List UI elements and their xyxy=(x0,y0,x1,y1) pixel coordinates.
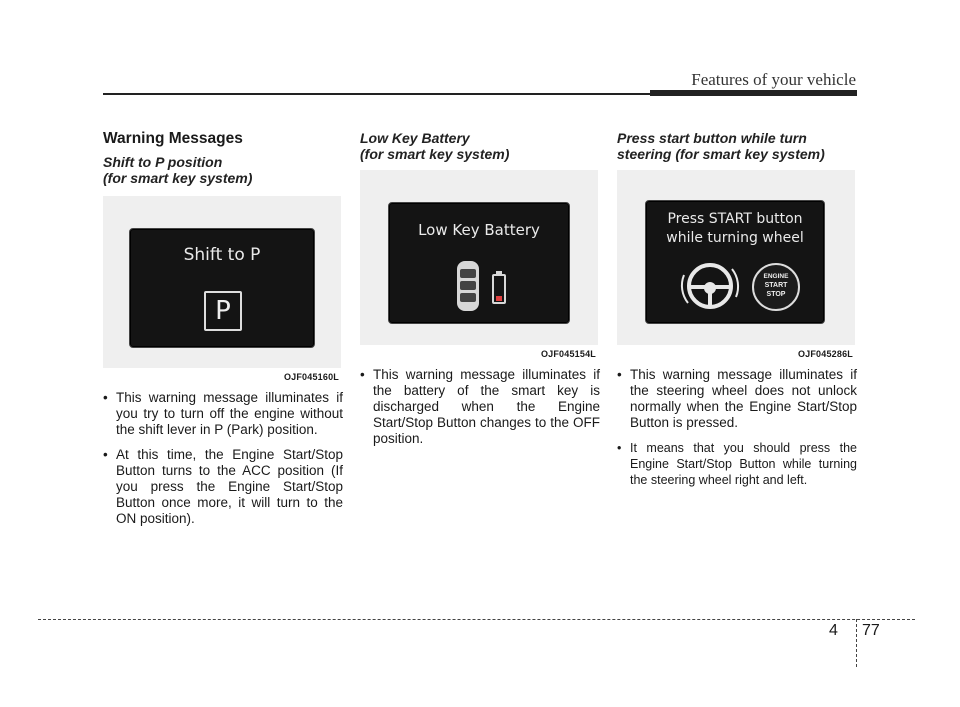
cluster-display xyxy=(129,228,315,348)
bullet-list xyxy=(617,367,857,488)
cluster-display xyxy=(388,202,570,324)
figure-press-start xyxy=(617,170,855,359)
display-message: Shift to P xyxy=(183,245,261,265)
chapter-number: 4 xyxy=(829,622,838,639)
list-item: • This warning message illuminates if the battery of the smart key is discharged when the Engine Start/Stop Button changes to the OFF position. xyxy=(360,367,600,447)
engine-label: ENGINE xyxy=(763,273,789,280)
gear-p-icon: P xyxy=(204,291,242,331)
column-press-start xyxy=(617,130,857,497)
figure-code: OJF045160L xyxy=(283,372,339,382)
figure-code: OJF045286L xyxy=(797,349,853,359)
figure-code: OJF045154L xyxy=(540,349,596,359)
cluster-display xyxy=(645,200,825,324)
subsection-title: Press start button while turn steering (for smart key system) xyxy=(617,130,825,162)
stop-label: STOP xyxy=(766,291,786,298)
list-item: • At this time, the Engine Start/Stop Button turns to the ACC position (If you press the Engine Start/Stop Button once more, it will turn to the ON position). xyxy=(103,447,343,527)
figure-shift-to-p xyxy=(103,196,341,382)
column-shift-to-p xyxy=(103,130,343,536)
section-title: Warning Messages xyxy=(103,130,243,147)
steering-wheel-icon xyxy=(678,255,742,317)
figure-low-key-battery xyxy=(360,170,598,359)
list-item: • It means that you should press the Engine Start/Stop Button while turning the steering wheel right and left. xyxy=(617,440,857,488)
start-label: START xyxy=(764,282,788,289)
page-number: 77 xyxy=(862,622,880,639)
list-item: • This warning message illuminates if the steering wheel does not unlock normally when the Engine Start/Stop Button is pressed. xyxy=(617,367,857,431)
display-message: Low Key Battery xyxy=(418,221,540,239)
bullet-list xyxy=(103,390,343,527)
smart-key-battery-icon xyxy=(449,259,515,315)
subsection-title: Low Key Battery (for smart key system) xyxy=(360,130,510,162)
subsection-title: Shift to P position (for smart key system) xyxy=(103,154,253,186)
running-header: Features of your vehicle xyxy=(691,70,856,89)
footer-divider xyxy=(856,619,857,667)
column-low-key-battery xyxy=(360,130,600,456)
engine-start-stop-button-icon xyxy=(752,263,800,311)
header-rule-accent xyxy=(650,90,857,96)
list-item: • This warning message illuminates if you try to turn off the engine without the shift lever in P (Park) position. xyxy=(103,390,343,438)
display-message-line1: Press START button xyxy=(667,211,803,227)
footer-rule xyxy=(38,619,915,620)
display-message-line2: while turning wheel xyxy=(666,230,804,246)
bullet-list xyxy=(360,367,600,447)
